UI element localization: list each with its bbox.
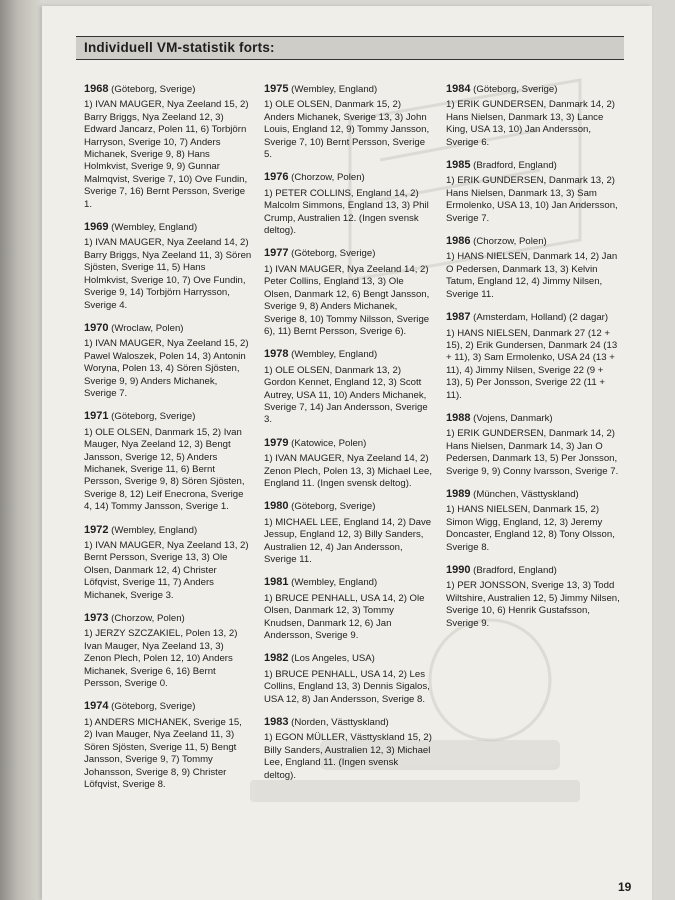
entry-year: 1980 [264, 500, 289, 513]
entry-year: 1975 [264, 83, 289, 95]
championship-entry [264, 716, 432, 782]
entry-year: 1983 [264, 716, 289, 729]
entry-place: (Chorzow, Polen) [111, 613, 185, 625]
entry-year: 1979 [264, 436, 289, 449]
entry-place: (Göteborg, Sverige) [291, 248, 376, 260]
entry-year: 1973 [84, 612, 109, 625]
championship-entry [446, 412, 622, 478]
entry-results: 1) ERIK GUNDERSEN, Danmark 14, 2) Hans Nielsen, Danmark 14, 3) Jan O Pedersen, Danmark 13, 5) Per Jonsson, Sverige 9, 9) Conny Ivarsson, Sverige 7. [446, 428, 619, 477]
championship-entry [446, 159, 622, 225]
entry-year: 1987 [446, 311, 471, 324]
entry-year: 1968 [84, 83, 109, 95]
section-title: Individuell VM-statistik forts: [84, 40, 275, 55]
championship-entry [264, 576, 432, 642]
championship-entry [446, 488, 622, 554]
entry-results: 1) PER JONSSON, Sverige 13, 3) Todd Wiltshire, Australien 12, 5) Jimmy Nilsen, Sverige 10, 6) Henrik Gustafsson, Sverige 9. [446, 580, 620, 629]
entry-year: 1974 [84, 700, 109, 713]
page-number: 19 [618, 880, 632, 894]
entry-place: (Bradford, England) [473, 565, 557, 576]
entry-results: 1) ERIK GUNDERSEN, Danmark 13, 2) Hans Nielsen, Danmark 13, 3) Sam Ermolenko, USA 13, 10) Jan Andersson, Sverige 7. [446, 175, 618, 224]
entry-place: (München, Västtyskland) [473, 488, 579, 500]
entry-place: (Göteborg, Sverige) [291, 501, 376, 513]
entry-results: 1) BRUCE PENHALL, USA 14, 2) Ole Olsen, Danmark 12, 3) Tommy Knudsen, Danmark 12, 6) Jan Andersson, Sverige 9. [264, 592, 425, 642]
championship-entry [84, 221, 252, 312]
entry-results: 1) OLE OLSEN, Danmark 15, 2) Ivan Mauger, Nya Zeeland 12, 3) Bengt Jansson, Sverige 12, 5) Anders Michanek, Sverige 11, 6) Bernt Persson, Sverige 9, 8) Sören Sjösten, Sverige 8, 12) Leif Enecrona, Sverige 4, 14) Tommy Jansson, Sverige 1. [84, 426, 245, 513]
entry-year: 1982 [264, 652, 289, 665]
entry-year: 1972 [84, 523, 109, 536]
entry-place: (Vojens, Danmark) [473, 412, 553, 424]
stats-column-3 [446, 83, 622, 640]
entry-results: 1) ERIK GUNDERSEN, Danmark 14, 2) Hans Nielsen, Danmark 13, 3) Lance King, USA 13, 10) Jan Andersson, Sverige 6. [446, 99, 616, 148]
entry-place: (Chorzow, Polen) [473, 236, 547, 248]
entry-results: 1) OLE OLSEN, Danmark 15, 2) Anders Michanek, Sverige 13, 3) John Louis, England 12, 9) Tommy Jansson, Sverige 7, 10) Bernt Persson, Sverige 5. [264, 99, 430, 161]
entry-place: (Bradford, England) [473, 160, 557, 172]
entry-year: 1984 [446, 83, 471, 95]
section-header [76, 36, 624, 60]
championship-entry [264, 500, 432, 566]
entry-results: 1) ANDERS MICHANEK, Sverige 15, 2) Ivan Mauger, Nya Zeeland 11, 3) Sören Sjösten, Sverige 11, 5) Bengt Jansson, Sverige 9, 7) Tommy Johansson, Sverige 8, 9) Christer Löfqvist, Sverige 8. [84, 716, 242, 790]
entry-year: 1970 [84, 321, 109, 334]
entry-place: (Katowice, Polen) [291, 437, 367, 449]
entry-place: (Wembley, England) [291, 84, 378, 95]
entry-year: 1990 [446, 564, 471, 576]
entry-year: 1985 [446, 159, 471, 172]
championship-entry [264, 83, 432, 161]
championship-entry [446, 564, 622, 630]
entry-place: (Göteborg, Sverige) [111, 84, 196, 95]
entry-place: (Wembley, England) [291, 349, 378, 361]
entry-place: (Chorzow, Polen) [291, 172, 365, 184]
championship-entry [264, 437, 432, 491]
entry-place: (Amsterdam, Holland) (2 dagar) [473, 312, 609, 324]
championship-entry [264, 247, 432, 338]
stats-column-1 [84, 83, 252, 801]
entry-place: (Göteborg, Sverige) [111, 701, 196, 713]
entry-place: (Wroclaw, Polen) [111, 322, 184, 334]
entry-results: 1) EGON MÜLLER, Västtyskland 15, 2) Billy Sanders, Australien 12, 3) Michael Lee, England 11. (Ingen svensk deltog). [264, 732, 432, 781]
championship-entry [84, 612, 252, 690]
entry-results: 1) MICHAEL LEE, England 14, 2) Dave Jessup, England 12, 3) Billy Sanders, Australien 12, 4) Jan Andersson, Sverige 11. [264, 516, 432, 565]
entry-results: 1) IVAN MAUGER, Nya Zeeland 15, 2) Barry Briggs, Nya Zeeland 12, 3) Edward Jancarz, Polen 11, 6) Torbjörn Harryson, Sverige 10, 7) Anders Michanek, Sverige 9, 8) Hans Holmkvist, Sverige 9, 9) Gunnar Malmqvist, Sverige 7, 10) Ove Fundin, Sverige 7, 16) Bernt Persson, Sverige 1. [84, 99, 249, 210]
entry-results: 1) IVAN MAUGER, Nya Zeeland 14, 2) Zenon Plech, Polen 13, 3) Michael Lee, England 11. (Ingen svensk deltog). [264, 453, 432, 489]
championship-entry [446, 83, 622, 149]
championship-entry [446, 311, 622, 402]
entry-results: 1) HANS NIELSEN, Danmark 14, 2) Jan O Pedersen, Danmark 13, 3) Kelvin Tatum, England 12, 4) Jimmy Nilsen, Sverige 11. [446, 251, 618, 300]
championship-entry [84, 83, 252, 211]
championship-entry [264, 652, 432, 706]
book-binding [0, 0, 44, 900]
entry-results: 1) HANS NIELSEN, Danmark 27 (12 + 15), 2) Erik Gundersen, Danmark 24 (13 + 11), 3) Sam Ermolenko, USA 24 (13 + 11), 4) Jimmy Nilsen, Sverige 22 (9 + 13), 5) Per Jonsson, Sverige 22 (11 + 11). [446, 327, 618, 401]
championship-entry [84, 410, 252, 513]
entry-place: (Norden, Västtyskland) [291, 717, 389, 729]
championship-entry [446, 235, 622, 301]
entry-place: (Los Angeles, USA) [291, 653, 375, 665]
entry-year: 1978 [264, 348, 289, 361]
entry-results: 1) IVAN MAUGER, Nya Zeeland 14, 2) Barry Briggs, Nya Zeeland 11, 3) Sören Sjösten, Sverige 11, 5) Hans Holmkvist, Sverige 10, 7) Ove Fundin, Sverige 9, 14) Torbjörn Harrysson, Sverige 4. [84, 237, 252, 311]
championship-entry [84, 322, 252, 400]
entry-year: 1969 [84, 221, 109, 234]
entry-results: 1) IVAN MAUGER, Nya Zeeland 15, 2) Pawel Waloszek, Polen 14, 3) Antonin Woryna, Polen 13, 4) Sören Sjösten, Sverige 9, 9) Anders Michanek, Sverige 7. [84, 338, 249, 399]
entry-place: (Wembley, England) [111, 222, 198, 234]
stats-column-2 [264, 83, 432, 792]
entry-place: (Wembley, England) [111, 524, 198, 536]
entry-results: 1) PETER COLLINS, England 14, 2) Malcolm Simmons, England 13, 3) Phil Crump, Australien 12. (Ingen svensk deltog). [264, 187, 429, 237]
entry-year: 1981 [264, 576, 289, 589]
entry-year: 1976 [264, 171, 289, 184]
entry-year: 1971 [84, 410, 109, 423]
entry-year: 1977 [264, 247, 289, 260]
entry-results: 1) IVAN MAUGER, Nya Zeeland 14, 2) Peter Collins, England 13, 3) Ole Olsen, Danmark 12, 6) Bengt Jansson, Sverige 9, 8) Anders Michanek, Sverige 8, 10) Tommy Nilsson, Sverige 6), 11) Bernt Persson, Sverige 6). [264, 263, 430, 337]
entry-year: 1988 [446, 411, 471, 424]
entry-place: (Wembley, England) [291, 577, 378, 589]
entry-results: 1) OLE OLSEN, Danmark 13, 2) Gordon Kennet, England 12, 3) Scott Autrey, USA 11, 10) Anders Michanek, Sverige 7, 14) Jan Andersson, Sverige 3. [264, 364, 428, 426]
entry-place: (Göteborg, Sverige) [473, 84, 558, 95]
entry-results: 1) BRUCE PENHALL, USA 14, 2) Les Collins, England 13, 3) Dennis Sigalos, USA 12, 8) Jan Andersson, Sverige 8. [264, 668, 430, 705]
entry-year: 1986 [446, 235, 471, 248]
championship-entry [264, 171, 432, 237]
entry-results: 1) HANS NIELSEN, Danmark 15, 2) Simon Wigg, England, 12, 3) Jeremy Doncaster, England 12, 8) Tony Olsson, Sverige 8. [446, 504, 615, 553]
championship-entry [84, 700, 252, 791]
entry-results: 1) JERZY SZCZAKIEL, Polen 13, 2) Ivan Mauger, Nya Zeeland 13, 3) Zenon Plech, Polen 12, 10) Anders Michanek, Sverige 6, 16) Bernt Persson, Sverige 0. [84, 628, 238, 690]
entry-place: (Göteborg, Sverige) [111, 411, 196, 423]
entry-results: 1) IVAN MAUGER, Nya Zeeland 13, 2) Bernt Persson, Sverige 13, 3) Ole Olsen, Danmark 12, 4) Christer Löfqvist, Sverige 11, 7) Anders Michanek, Sverige 3. [84, 540, 249, 601]
entry-year: 1989 [446, 487, 471, 500]
championship-entry [264, 348, 432, 426]
championship-entry [84, 524, 252, 602]
